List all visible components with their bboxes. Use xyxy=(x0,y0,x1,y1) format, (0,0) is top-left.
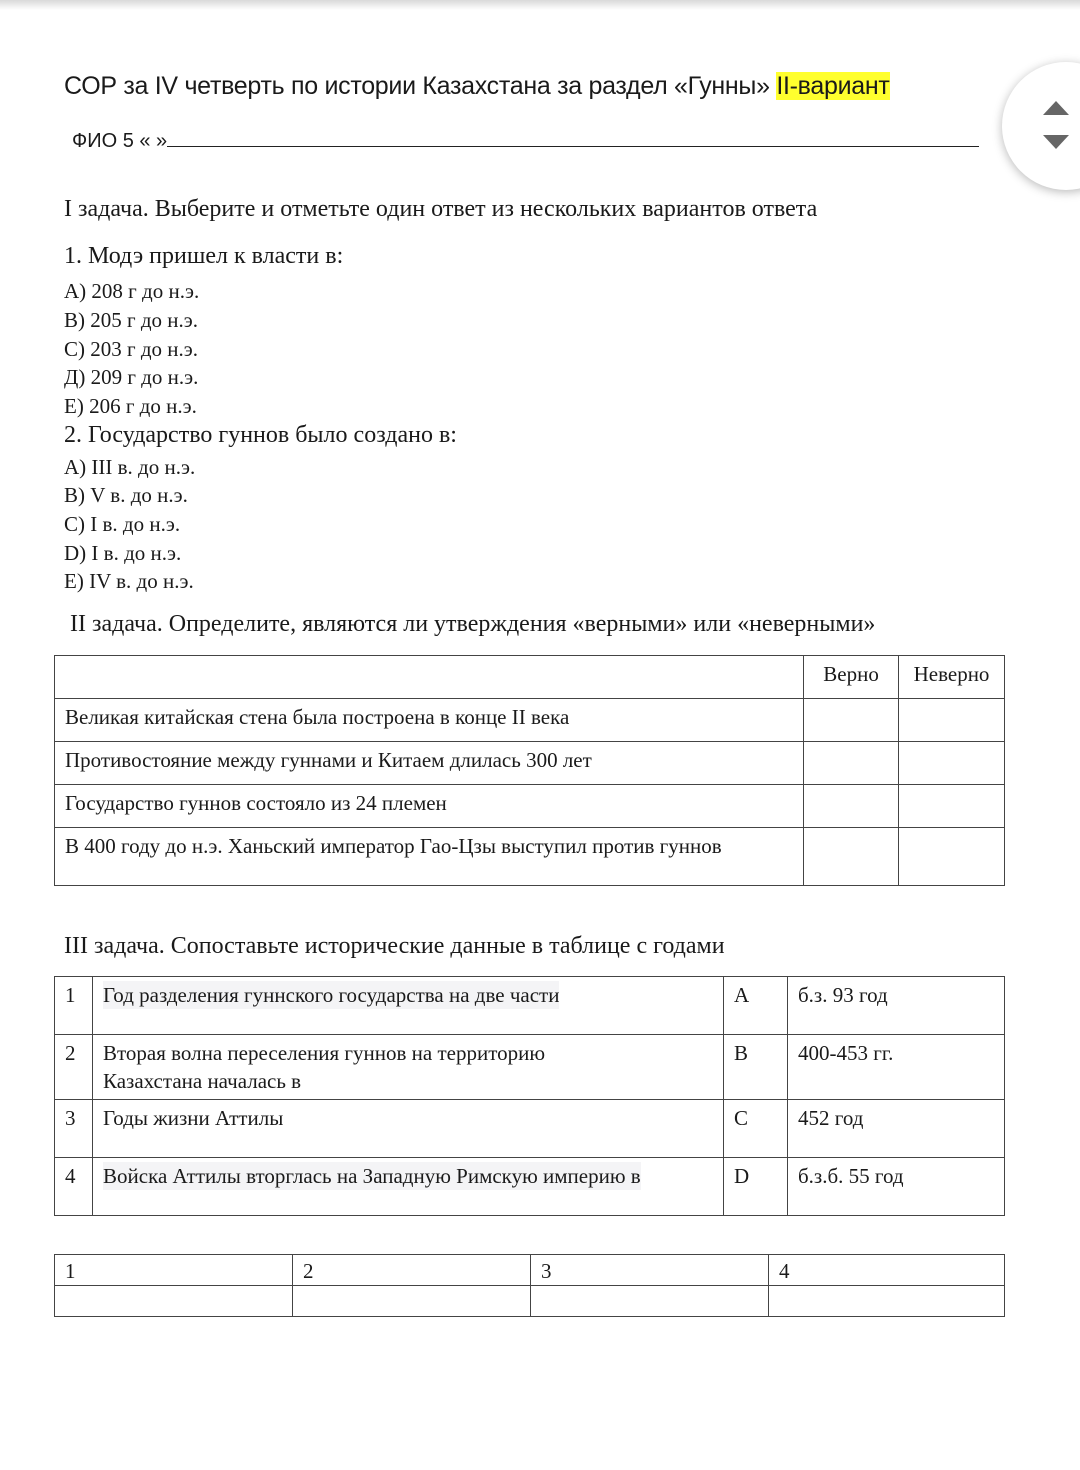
fio-underline xyxy=(167,128,979,147)
column-header-false: Неверно xyxy=(899,656,1005,699)
q1-option-d: Д) 209 г до н.э. xyxy=(64,365,199,389)
q2-option-a: А) III в. до н.э. xyxy=(64,455,196,479)
answer-cell-false[interactable] xyxy=(899,828,1005,886)
year-cell: 400-453 гг. xyxy=(788,1035,1005,1100)
answer-header-1: 1 xyxy=(55,1255,293,1286)
page-scroll-control[interactable] xyxy=(1002,62,1080,190)
answer-header-4: 4 xyxy=(769,1255,1005,1286)
event-cell: Вторая волна переселения гуннов на территорию Казахстана началась в xyxy=(93,1035,724,1100)
answer-table xyxy=(54,1254,1005,1317)
row-number: 1 xyxy=(55,977,93,1035)
table-row xyxy=(55,977,1005,1035)
matching-table xyxy=(54,976,1005,1216)
q1-option-c: С) 203 г до н.э. xyxy=(64,337,199,361)
answer-cell-true[interactable] xyxy=(804,699,899,742)
task1-heading: I задача. Выберите и отметьте один ответ из нескольких вариантов ответа xyxy=(64,196,818,222)
year-cell: 452 год xyxy=(788,1100,1005,1158)
table-row xyxy=(55,699,1005,742)
event-text: Год разделения гуннского государства на две части xyxy=(103,983,560,1007)
letter-cell: B xyxy=(724,1035,788,1100)
table-row xyxy=(55,656,1005,699)
table-cell xyxy=(55,656,804,699)
top-shadow-bar xyxy=(0,0,1080,10)
year-cell: б.з. 93 год xyxy=(788,977,1005,1035)
event-cell: Годы жизни Аттилы xyxy=(93,1100,724,1158)
q1-option-b: В) 205 г до н.э. xyxy=(64,308,199,332)
letter-cell: D xyxy=(724,1158,788,1216)
task2-heading: II задача. Определите, являются ли утверждения «верными» или «неверными» xyxy=(70,611,876,637)
table-row xyxy=(55,1035,1005,1100)
statement-cell: Противостояние между гуннами и Китаем длилась 300 лет xyxy=(55,742,804,785)
question-1: 1. Модэ пришел к власти в: xyxy=(64,243,344,269)
table-row xyxy=(55,828,1005,886)
triangle-down-icon[interactable] xyxy=(1043,135,1069,149)
row-number: 4 xyxy=(55,1158,93,1216)
fio-label: ФИО 5 « » xyxy=(72,130,168,152)
answer-cell-true[interactable] xyxy=(804,785,899,828)
answer-cell-true[interactable] xyxy=(804,742,899,785)
answer-header-3: 3 xyxy=(531,1255,769,1286)
answer-input-cell[interactable] xyxy=(769,1286,1005,1317)
answer-input-cell[interactable] xyxy=(531,1286,769,1317)
answer-cell-false[interactable] xyxy=(899,785,1005,828)
task3-heading: III задача. Сопоставьте исторические данные в таблице с годами xyxy=(64,933,725,959)
event-text: Войска Аттилы вторглась на Западную Римскую империю в xyxy=(103,1164,641,1188)
table-row xyxy=(55,785,1005,828)
answer-cell-false[interactable] xyxy=(899,742,1005,785)
letter-cell: C xyxy=(724,1100,788,1158)
column-header-true: Верно xyxy=(804,656,899,699)
statement-cell: В 400 году до н.э. Ханьский император Гао-Цзы выступил против гуннов xyxy=(55,828,804,886)
row-number: 2 xyxy=(55,1035,93,1100)
q2-option-c: С) I в. до н.э. xyxy=(64,512,181,536)
answer-cell-false[interactable] xyxy=(899,699,1005,742)
q2-option-e: Е) IV в. до н.э. xyxy=(64,569,194,593)
fio-line xyxy=(72,128,979,153)
page-title xyxy=(64,72,890,101)
q2-option-d: D) I в. до н.э. xyxy=(64,541,182,565)
event-cell xyxy=(93,977,724,1035)
triangle-up-icon[interactable] xyxy=(1043,101,1069,115)
year-cell: б.з.б. 55 год xyxy=(788,1158,1005,1216)
true-false-table xyxy=(54,655,1005,886)
table-row xyxy=(55,1100,1005,1158)
row-number: 3 xyxy=(55,1100,93,1158)
answer-input-cell[interactable] xyxy=(293,1286,531,1317)
answer-header-2: 2 xyxy=(293,1255,531,1286)
table-row xyxy=(55,1286,1005,1317)
q1-option-e: Е) 206 г до н.э. xyxy=(64,394,197,418)
statement-cell: Государство гуннов состояло из 24 племен xyxy=(55,785,804,828)
letter-cell: A xyxy=(724,977,788,1035)
answer-cell-true[interactable] xyxy=(804,828,899,886)
table-row xyxy=(55,1158,1005,1216)
answer-input-cell[interactable] xyxy=(55,1286,293,1317)
statement-cell: Великая китайская стена была построена в конце II века xyxy=(55,699,804,742)
event-cell xyxy=(93,1158,724,1216)
title-text: СОР за IV четверть по истории Казахстана за раздел «Гунны» xyxy=(64,72,777,100)
q1-option-a: А) 208 г до н.э. xyxy=(64,279,200,303)
variant-highlight: II-вариант xyxy=(776,72,890,100)
q2-option-b: В) V в. до н.э. xyxy=(64,483,188,507)
question-2: 2. Государство гуннов было создано в: xyxy=(64,422,457,448)
table-row xyxy=(55,1255,1005,1286)
table-row xyxy=(55,742,1005,785)
